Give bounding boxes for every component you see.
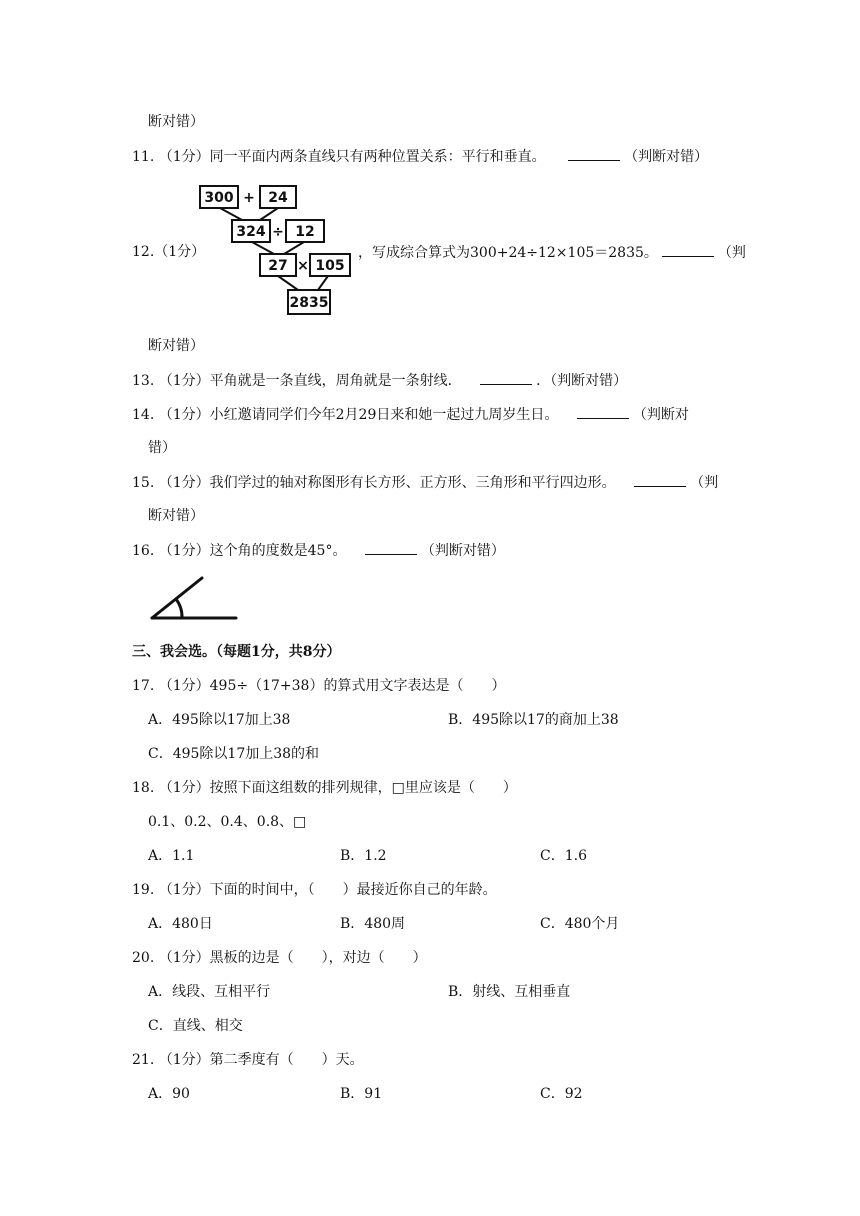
q20-score: （1分） bbox=[158, 950, 210, 966]
q13-text: 平角就是一条直线，周角就是一条射线． bbox=[209, 373, 462, 389]
question-16 bbox=[132, 540, 505, 561]
question-18 bbox=[132, 778, 517, 798]
q20-text: 黑板的边是（ ），对边（ ） bbox=[209, 950, 427, 966]
q18-option-a[interactable]: A．1.1 bbox=[148, 848, 195, 864]
q21-number: 21. bbox=[132, 1052, 155, 1068]
q15-text: 我们学过的轴对称图形有长方形、正方形、三角形和平行四边形。 bbox=[209, 475, 616, 491]
q19-number: 19. bbox=[132, 882, 155, 898]
question-13 bbox=[132, 370, 627, 391]
q11-answer-blank[interactable] bbox=[568, 146, 620, 161]
question-15 bbox=[132, 472, 718, 493]
q18-sequence: 0.1、0.2、0.4、0.8、□ bbox=[148, 814, 307, 830]
q21-score: （1分） bbox=[158, 1052, 210, 1068]
diagram-value-27: 27 bbox=[268, 258, 288, 274]
diagram-value-105: 105 bbox=[315, 258, 345, 274]
question-11 bbox=[132, 146, 708, 167]
section-3-heading: 三、我会选。（每题1分，共8分） bbox=[132, 644, 341, 660]
q13-answer-blank[interactable] bbox=[480, 370, 532, 385]
q14-tail: 错） bbox=[148, 440, 176, 456]
question-14 bbox=[132, 404, 689, 425]
question-19 bbox=[132, 880, 497, 900]
diagram-value-24: 24 bbox=[268, 190, 288, 206]
q19-text: 下面的时间中，（ ）最接近你自己的年龄。 bbox=[209, 882, 497, 898]
q18-option-c[interactable]: C．1.6 bbox=[540, 848, 587, 864]
q20-number: 20. bbox=[132, 950, 155, 966]
diagram-value-12: 12 bbox=[295, 224, 315, 240]
q15-score: （1分） bbox=[158, 475, 210, 491]
q21-option-c[interactable]: C．92 bbox=[540, 1086, 583, 1102]
q16-answer-blank[interactable] bbox=[365, 540, 417, 555]
q19-option-c[interactable]: C．480个月 bbox=[540, 916, 620, 932]
q20-option-a[interactable]: A．线段、互相平行 bbox=[148, 984, 271, 1000]
q12-text: ，写成综合算式为300+24÷12×105＝2835。 bbox=[358, 245, 658, 261]
q20-option-b[interactable]: B．射线、互相垂直 bbox=[448, 984, 571, 1000]
q16-suffix: （判断对错） bbox=[420, 543, 505, 559]
q11-suffix: （判断对错） bbox=[624, 149, 709, 165]
q18-option-b[interactable]: B．1.2 bbox=[340, 848, 387, 864]
diagram-value-300: 300 bbox=[204, 190, 234, 206]
diagram-value-324: 324 bbox=[236, 224, 266, 240]
q16-number: 16. bbox=[132, 543, 155, 559]
q18-text: 按照下面这组数的排列规律，□里应该是（ ） bbox=[209, 780, 517, 796]
q17-text: 495÷（17+38）的算式用文字表达是（ ） bbox=[209, 678, 506, 694]
q12-suffix: （判 bbox=[717, 245, 746, 261]
diagram-op-times: × bbox=[297, 258, 309, 274]
q18-number: 18. bbox=[132, 780, 155, 796]
q15-suffix: （判 bbox=[690, 475, 719, 491]
q13-number: 13. bbox=[132, 373, 155, 389]
q21-option-a[interactable]: A．90 bbox=[148, 1086, 190, 1102]
q14-answer-blank[interactable] bbox=[577, 404, 629, 419]
q12-score: （1分） bbox=[154, 244, 206, 260]
q18-score: （1分） bbox=[158, 780, 210, 796]
q12-calculation-diagram bbox=[198, 178, 358, 320]
q13-suffix: ．（判断对错） bbox=[536, 373, 628, 389]
q16-text: 这个角的度数是45°。 bbox=[209, 543, 347, 559]
q11-score: （1分） bbox=[158, 149, 210, 165]
q17-option-a[interactable]: A．495除以17加上38 bbox=[148, 712, 291, 728]
question-21 bbox=[132, 1050, 364, 1070]
q16-score: （1分） bbox=[158, 543, 210, 559]
q14-text: 小红邀请同学们今年2月29日来和她一起过九周岁生日。 bbox=[209, 407, 559, 423]
q17-score: （1分） bbox=[158, 678, 210, 694]
q19-score: （1分） bbox=[158, 882, 210, 898]
q12-number: 12. bbox=[132, 244, 155, 260]
q10-tail: 断对错） bbox=[148, 114, 204, 130]
q14-number: 14. bbox=[132, 407, 155, 423]
q15-number: 15. bbox=[132, 475, 155, 491]
q14-score: （1分） bbox=[158, 407, 210, 423]
q11-text: 同一平面内两条直线只有两种位置关系：平行和垂直。 bbox=[209, 149, 546, 165]
q14-suffix: （判断对 bbox=[632, 407, 689, 423]
q11-number: 11. bbox=[132, 149, 155, 165]
diagram-value-2835: 2835 bbox=[289, 295, 329, 311]
question-12-label bbox=[132, 242, 205, 262]
q17-option-b[interactable]: B．495除以17的商加上38 bbox=[448, 712, 619, 728]
q15-answer-blank[interactable] bbox=[634, 472, 686, 487]
q13-score: （1分） bbox=[158, 373, 210, 389]
q20-option-c[interactable]: C．直线、相交 bbox=[148, 1018, 243, 1034]
q12-text-line bbox=[358, 242, 746, 263]
question-17 bbox=[132, 676, 505, 696]
q16-angle-figure bbox=[148, 574, 240, 622]
q17-number: 17. bbox=[132, 678, 155, 694]
question-20 bbox=[132, 948, 427, 968]
q12-tail: 断对错） bbox=[148, 338, 204, 354]
q21-text: 第二季度有（ ）天。 bbox=[209, 1052, 364, 1068]
diagram-op-plus: + bbox=[243, 190, 255, 206]
q21-option-b[interactable]: B．91 bbox=[340, 1086, 383, 1102]
q12-answer-blank[interactable] bbox=[662, 242, 714, 257]
q19-option-a[interactable]: A．480日 bbox=[148, 916, 213, 932]
q17-option-c[interactable]: C．495除以17加上38的和 bbox=[148, 746, 320, 762]
q19-option-b[interactable]: B．480周 bbox=[340, 916, 406, 932]
diagram-op-divide: ÷ bbox=[272, 224, 284, 240]
q15-tail: 断对错） bbox=[148, 508, 204, 524]
